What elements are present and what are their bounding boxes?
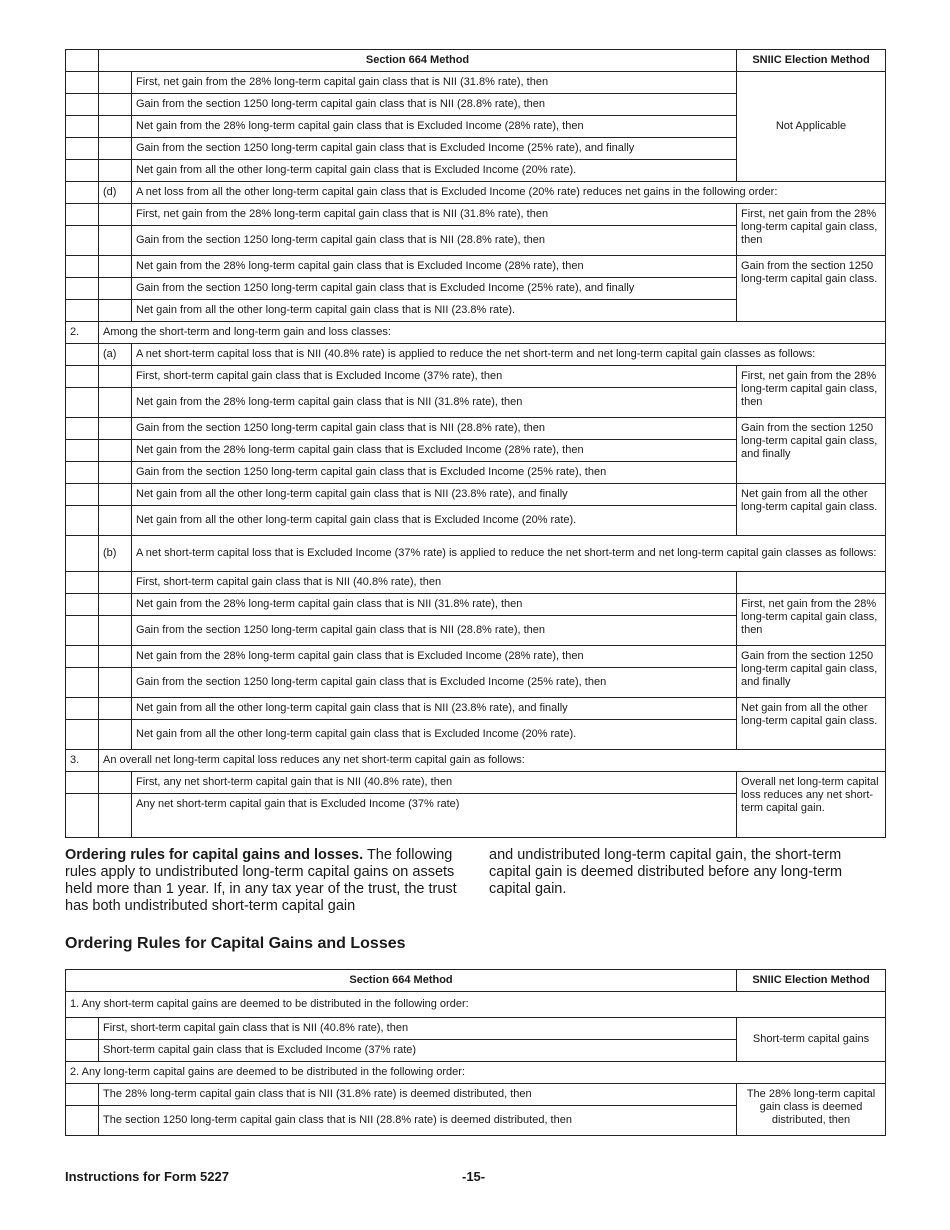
item-heading: An overall net long-term capital loss reduces any net short-term capital gain as follows: — [99, 750, 886, 772]
sniic-cell: The 28% long-term capital gain class is deemed distributed, then — [737, 1084, 886, 1136]
header-sniic: SNIIC Election Method — [737, 970, 886, 992]
sniic-cell: Gain from the section 1250 long-term capital gain class, and finally — [737, 418, 886, 484]
table-row: Gain from the section 1250 long-term capital gain class that is Excluded Income (25% rate), then — [132, 462, 737, 484]
sniic-cell: First, net gain from the 28% long-term capital gain class, then — [737, 204, 886, 256]
ordering-rules-table — [65, 969, 886, 1136]
table-row: First, short-term capital gain class that is NII (40.8% rate), then — [99, 1018, 737, 1040]
table-row: Gain from the section 1250 long-term capital gain class that is NII (28.8% rate), then — [132, 418, 737, 440]
table-row: First, any net short-term capital gain that is NII (40.8% rate), then — [132, 772, 737, 794]
table-row: Net gain from the 28% long-term capital gain class that is Excluded Income (28% rate), then — [132, 256, 737, 278]
table-row: Gain from the section 1250 long-term capital gain class that is NII (28.8% rate), then — [132, 616, 737, 646]
table-row: The section 1250 long-term capital gain class that is NII (28.8% rate) is deemed distributed, then — [99, 1106, 737, 1136]
table-row: Net gain from all the other long-term capital gain class that is NII (23.8% rate), and finally — [132, 484, 737, 506]
table-row: Net gain from all the other long-term capital gain class that is NII (23.8% rate), and finally — [132, 698, 737, 720]
sniic-cell: Net gain from all the other long-term capital gain class. — [737, 484, 886, 536]
sniic-cell: Overall net long-term capital loss reduces any net short-term capital gain. — [737, 772, 886, 838]
table-row: Gain from the section 1250 long-term capital gain class that is Excluded Income (25% rate), and finally — [132, 278, 737, 300]
table-row: Short-term capital gain class that is Excluded Income (37% rate) — [99, 1040, 737, 1062]
paragraph-right-column: and undistributed long-term capital gain, the short-term capital gain is deemed distributed before any long-term capital gain. — [489, 847, 843, 897]
table-row: First, short-term capital gain class that is Excluded Income (37% rate), then — [132, 366, 737, 388]
sniic-cell: First, net gain from the 28% long-term capital gain class, then — [737, 594, 886, 646]
sniic-cell: Net gain from all the other long-term capital gain class. — [737, 698, 886, 750]
page-number: -15- — [462, 1169, 486, 1184]
table-row: Net gain from all the other long-term capital gain class that is NII (23.8% rate). — [132, 300, 737, 322]
table-row: Net gain from all the other long-term capital gain class that is Excluded Income (20% rate). — [132, 160, 737, 182]
table-row: First, short-term capital gain class that is NII (40.8% rate), then — [132, 572, 737, 594]
table-row: Net gain from the 28% long-term capital gain class that is Excluded Income (28% rate), then — [132, 440, 737, 462]
sub-heading: A net short-term capital loss that is NII (40.8% rate) is applied to reduce the net short-term and net long-term capital gain classes as follows: — [132, 344, 886, 366]
table-row: Any net short-term capital gain that is Excluded Income (37% rate) — [132, 794, 737, 838]
item-number: 2. — [66, 322, 99, 344]
item-heading: 2. Any long-term capital gains are deemed to be distributed in the following order: — [66, 1062, 886, 1084]
table-row: Net gain from all the other long-term capital gain class that is Excluded Income (20% rate). — [132, 720, 737, 750]
ordering-table-section-664 — [65, 49, 886, 838]
footer-form-title: Instructions for Form 5227 — [65, 1169, 229, 1184]
header-blank — [66, 50, 99, 72]
sub-heading: A net loss from all the other long-term capital gain class that is Excluded Income (20% rate) reduces net gains in the following order: — [132, 182, 886, 204]
table-row: Gain from the section 1250 long-term capital gain class that is Excluded Income (25% rate), then — [132, 668, 737, 698]
table-row: Gain from the section 1250 long-term capital gain class that is NII (28.8% rate), then — [132, 226, 737, 256]
table-row: Net gain from the 28% long-term capital gain class that is NII (31.8% rate), then — [132, 594, 737, 616]
item-heading: 1. Any short-term capital gains are deemed to be distributed in the following order: — [66, 992, 886, 1018]
section-heading: Ordering Rules for Capital Gains and Losses — [65, 935, 406, 952]
sniic-cell: Short-term capital gains — [737, 1018, 886, 1062]
sub-label: (d) — [99, 182, 132, 204]
sniic-cell: Gain from the section 1250 long-term capital gain class, and finally — [737, 646, 886, 698]
table-row: Net gain from all the other long-term capital gain class that is Excluded Income (20% rate). — [132, 506, 737, 536]
item-number: 3. — [66, 750, 99, 772]
table-row: Net gain from the 28% long-term capital gain class that is Excluded Income (28% rate), then — [132, 646, 737, 668]
header-section-664: Section 664 Method — [99, 50, 737, 72]
sniic-cell: Not Applicable — [737, 72, 886, 182]
sub-label: (b) — [99, 536, 132, 572]
table-row: First, net gain from the 28% long-term capital gain class that is NII (31.8% rate), then — [132, 72, 737, 94]
header-sniic: SNIIC Election Method — [737, 50, 886, 72]
table-row: Gain from the section 1250 long-term capital gain class that is NII (28.8% rate), then — [132, 94, 737, 116]
paragraph-bold-lead: Ordering rules for capital gains and losses. — [65, 847, 364, 863]
table-row: First, net gain from the 28% long-term capital gain class that is NII (31.8% rate), then — [132, 204, 737, 226]
sub-heading: A net short-term capital loss that is Excluded Income (37% rate) is applied to reduce the net short-term and net long-term capital gain classes as follows: — [132, 536, 886, 572]
sniic-cell-empty — [737, 572, 886, 594]
sub-label: (a) — [99, 344, 132, 366]
paragraph-text: The following rules apply to undistributed long-term capital gains on assets held more than 1 year. If, in any tax year of the trust, the trust has both undistributed short-term capital gain — [65, 847, 457, 914]
sniic-cell: First, net gain from the 28% long-term capital gain class, then — [737, 366, 886, 418]
table-row: Net gain from the 28% long-term capital gain class that is NII (31.8% rate), then — [132, 388, 737, 418]
header-section-664: Section 664 Method — [66, 970, 737, 992]
paragraph-left-column — [65, 847, 457, 915]
table-row: Gain from the section 1250 long-term capital gain class that is Excluded Income (25% rate), and finally — [132, 138, 737, 160]
item-heading: Among the short-term and long-term gain and loss classes: — [99, 322, 886, 344]
table-row: Net gain from the 28% long-term capital gain class that is Excluded Income (28% rate), then — [132, 116, 737, 138]
table-row: The 28% long-term capital gain class that is NII (31.8% rate) is deemed distributed, then — [99, 1084, 737, 1106]
sniic-cell: Gain from the section 1250 long-term capital gain class. — [737, 256, 886, 322]
